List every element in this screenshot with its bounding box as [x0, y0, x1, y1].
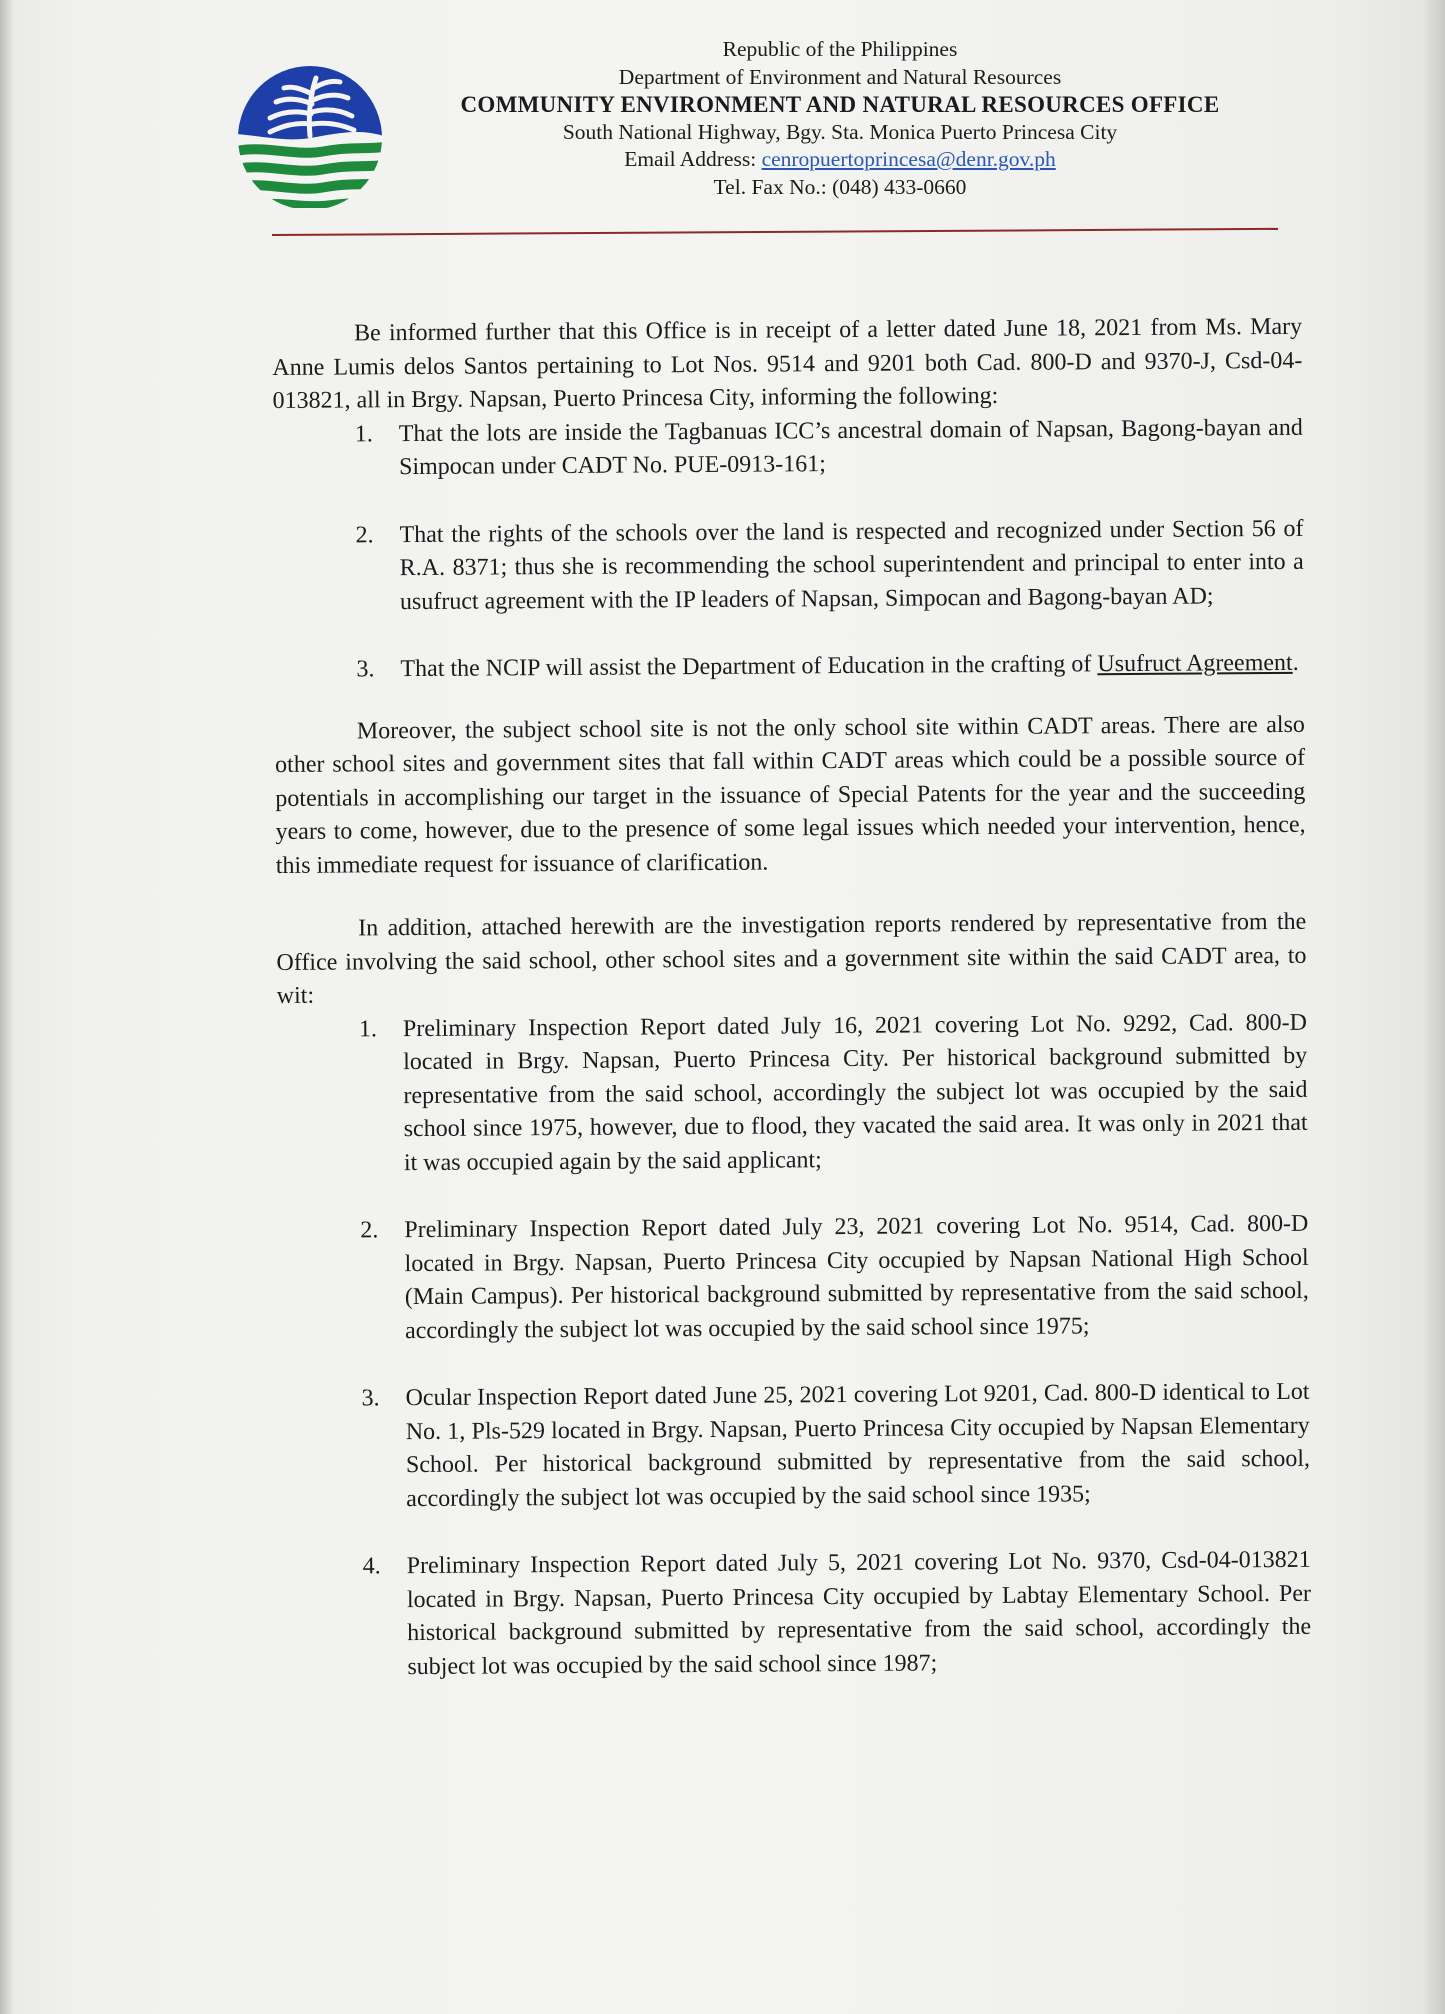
- paragraph-moreover: Moreover, the subject school site is not the only school site within CADT areas. There are also other school sites and government sites that fall within CADT areas which could be a possible source of potentials in accomplishing our target in the issuance of Special Patents for the year and the succeeding years to come, however, due to the presence of some legal issues which needed your intervention, hence, this immediate request for issuance of clarification.: [275, 711, 1306, 879]
- list-number: 2.: [360, 1217, 379, 1244]
- letterhead: [370, 36, 1310, 201]
- page-edge-shadow: [0, 0, 14, 2014]
- letterhead-office: COMMUNITY ENVIRONMENT AND NATURAL RESOURCES OFFICE: [460, 92, 1220, 117]
- letterhead-telfax: Tel. Fax No.: (048) 433-0660: [713, 174, 967, 199]
- list-text: Preliminary Inspection Report dated July 23, 2021 covering Lot No. 9514, Cad. 800-D located in Brgy. Napsan, Puerto Princesa City occupied by Napsan National High School (Main Campus). Per historical background submitted by representative from the said school, accordingly the subject lot was occupied by the said school since 1975;: [404, 1210, 1309, 1344]
- list-text-tail: .: [1292, 649, 1299, 676]
- list-inspection-reports: [277, 1006, 1312, 1685]
- list-item: [273, 512, 1304, 620]
- letterhead-email-line: [370, 146, 1310, 174]
- list-number: 1.: [358, 1015, 378, 1042]
- list-text: That the NCIP will assist the Department of Education in the crafting of: [400, 651, 1098, 683]
- list-letter-points: [273, 411, 1305, 687]
- letterhead-department: Department of Environment and Natural Resources: [618, 64, 1062, 89]
- letter-body: [272, 311, 1312, 1685]
- list-text: Preliminary Inspection Report dated July 16, 2021 covering Lot No. 9292, Cad. 800-D located in Brgy. Napsan, Puerto Princesa City. Per historical background submitted by representative from the said school, accordingly the subject lot was occupied by the said school since 1975, however, due to flood, they vacated the said area. It was only in 2021 that it was occupied again by the said applicant;: [402, 1009, 1308, 1176]
- list-item: [277, 1006, 1308, 1181]
- list-number: 4.: [362, 1553, 381, 1580]
- list-item: [273, 411, 1303, 485]
- list-text: That the rights of the schools over the land is respected and recognized under Section 56 of R.A. 8371; thus she is recommending the school superintendent and principal to enter into a usufruct agreement with the IP leaders of Napsan, Simpocan and Bagong-bayan AD;: [399, 515, 1304, 615]
- list-text: Preliminary Inspection Report dated July 5, 2021 covering Lot No. 9370, Csd-04-013821 located in Brgy. Napsan, Puerto Princesa City occupied by Labtay Elementary School. Per historical background submitted by representative from the said school, accordingly the subject lot was occupied by the said school since 1987;: [406, 1546, 1312, 1680]
- list-item: [279, 1376, 1310, 1517]
- letterhead-address: South National Highway, Bgy. Sta. Monica Puerto Princesa City: [562, 119, 1118, 144]
- denr-seal-icon: [236, 64, 384, 212]
- email-label: Email Address:: [624, 147, 762, 171]
- list-text: Ocular Inspection Report dated June 25, 2021 covering Lot 9201, Cad. 800-D identical to Lot No. 1, Pls-529 located in Brgy. Napsan, Puerto Princesa City occupied by Napsan Elementary School. Per historical background submitted by representative from the said school, accordingly the subject lot was occupied by the said school since 1935;: [405, 1378, 1311, 1512]
- list-item: [274, 647, 1304, 688]
- page-edge-shadow: [1423, 0, 1445, 2014]
- email-link[interactable]: cenropuertoprincesa@denr.gov.ph: [761, 147, 1056, 171]
- underlined-term: Usufruct Agreement: [1097, 649, 1293, 678]
- list-number: 2.: [355, 521, 374, 548]
- list-number: 1.: [354, 420, 373, 447]
- paragraph-receipt: Be informed further that this Office is in receipt of a letter dated June 18, 2021 from Ms. Mary Anne Lumis delos Santos pertaining to Lot Nos. 9514 and 9201 both Cad. 800-D and 9370-J, Csd-04-013821, all in Brgy. Napsan, Puerto Princesa City, informing the following:: [272, 313, 1303, 414]
- list-number: 3.: [356, 656, 375, 683]
- list-item: [281, 1544, 1312, 1685]
- letterhead-republic: Republic of the Philippines: [722, 37, 958, 61]
- header-divider: [272, 228, 1278, 236]
- list-number: 3.: [361, 1385, 380, 1412]
- paragraph-in-addition: In addition, attached herewith are the investigation reports rendered by representative from the Office involving the said school, other school sites and a government site within the said CADT area, to wit:: [276, 908, 1307, 1009]
- list-text: That the lots are inside the Tagbanuas ICC’s ancestral domain of Napsan, Bagong-bayan and Simpocan under CADT No. PUE-0913-161;: [398, 414, 1303, 481]
- list-item: [278, 1208, 1309, 1349]
